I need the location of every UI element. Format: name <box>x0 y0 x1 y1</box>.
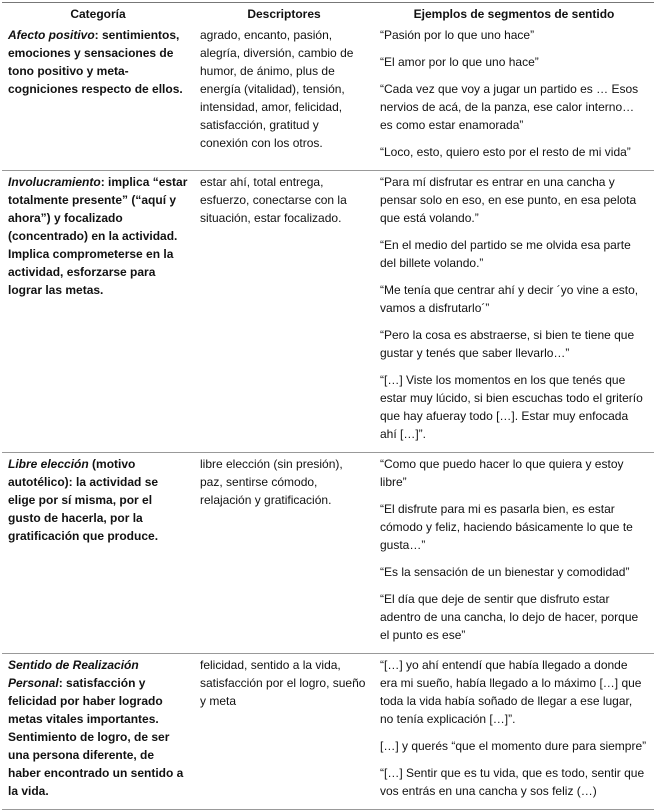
descriptors-cell: felicidad, sentido a la vida, satisfacción por el logro, sueño y meta <box>194 654 374 810</box>
example-quote: “Loco, esto, quiero esto por el resto de mi vida” <box>380 145 631 159</box>
descriptors-cell: agrado, encanto, pasión, alegría, diversión, cambio de humor, de ánimo, plus de energía (vitalidad), tensión, intensidad, amor, felicidad, satisfacción, gratitud y conexión con los otros. <box>194 24 374 171</box>
category-name: Sentido de Realización Personal <box>8 658 139 690</box>
header-examples: Ejemplos de segmentos de sentido <box>374 3 654 25</box>
example-quote: “En el medio del partido se me olvida esa parte del billete volando.” <box>380 238 631 270</box>
category-name: Afecto positivo <box>8 28 95 42</box>
header-row <box>2 3 654 25</box>
header-category: Categoría <box>2 3 194 25</box>
examples-cell <box>374 453 654 654</box>
category-name: Libre elección <box>8 457 89 471</box>
category-cell <box>2 24 194 171</box>
example-quote: “[…] Sentir que es tu vida, que es todo, sentir que vos entrás en una cancha y sos feliz (…) <box>380 766 645 798</box>
table-row <box>2 171 654 453</box>
category-definition: : sentimientos, emociones y sensaciones de tono positivo y meta-cogniciones respecto de ellos. <box>8 28 183 96</box>
table-row <box>2 24 654 171</box>
example-quote: “[…] yo ahí entendí que había llegado a donde era mi sueño, había llegado a lo máximo […] que toda la vida había soñado de llegar a ese lugar, no tenía explicación […]”. <box>380 658 642 726</box>
header-descriptors: Descriptores <box>194 3 374 25</box>
category-definition: : satisfacción y felicidad por haber logrado metas vitales importantes. Sentimiento de logro, de ser una persona diferente, de haber encontrado un sentido a la vida. <box>8 676 184 798</box>
table-row <box>2 453 654 654</box>
table-row <box>2 654 654 810</box>
category-definition: : implica “estar totalmente presente” (“aquí y ahora”) y focalizado (concentrado) en la actividad. Implica comprometerse en la actividad, esforzarse para lograr las metas. <box>8 175 188 297</box>
category-cell <box>2 654 194 810</box>
example-quote: “Es la sensación de un bienestar y comodidad” <box>380 565 630 579</box>
descriptors-cell: libre elección (sin presión), paz, sentirse cómodo, relajación y gratificación. <box>194 453 374 654</box>
examples-cell <box>374 654 654 810</box>
category-definition: (motivo autotélico): la actividad se elige por sí misma, por el gusto de hacerla, por la gratificación que produce. <box>8 457 159 543</box>
example-quote: “Me tenía que centrar ahí y decir ´yo vine a esto, vamos a disfrutarlo´” <box>380 283 639 315</box>
example-quote: “Para mí disfrutar es entrar en una cancha y pensar solo en eso, en ese punto, en esa pelota que está volando.” <box>380 175 637 225</box>
example-quote: “Cada vez que voy a jugar un partido es … Esos nervios de acá, de la panza, ese calor interno… es como estar enamorada” <box>380 82 639 132</box>
example-quote: “El amor por lo que uno hace” <box>380 55 539 69</box>
categories-table <box>2 2 654 810</box>
example-quote: “El disfrute para mi es pasarla bien, es estar cómodo y feliz, haciendo básicamente lo que te gusta…” <box>380 502 633 552</box>
examples-cell <box>374 24 654 171</box>
category-cell <box>2 453 194 654</box>
example-quote: “Pero la cosa es abstraerse, si bien te tiene que gustar y tenés que saber llevarlo…” <box>380 328 635 360</box>
example-quote: “Como que puedo hacer lo que quiera y estoy libre” <box>380 457 624 489</box>
example-quote: “Pasión por lo que uno hace” <box>380 28 535 42</box>
descriptors-cell: estar ahí, total entrega, esfuerzo, conectarse con la situación, estar focalizado. <box>194 171 374 453</box>
example-quote: “El día que deje de sentir que disfruto estar adentro de una cancha, lo dejo de hacer, porque el punto es ese” <box>380 592 639 642</box>
example-quote: […] y querés “que el momento dure para siempre” <box>380 739 647 753</box>
category-name: Involucramiento <box>8 175 101 189</box>
example-quote: “[…] Viste los momentos en los que tenés que estar muy lúcido, si bien escuchas todo el griterío que hay afueray todo […]. Estar muy enfocada ahí […]”. <box>380 373 643 441</box>
category-cell <box>2 171 194 453</box>
examples-cell <box>374 171 654 453</box>
